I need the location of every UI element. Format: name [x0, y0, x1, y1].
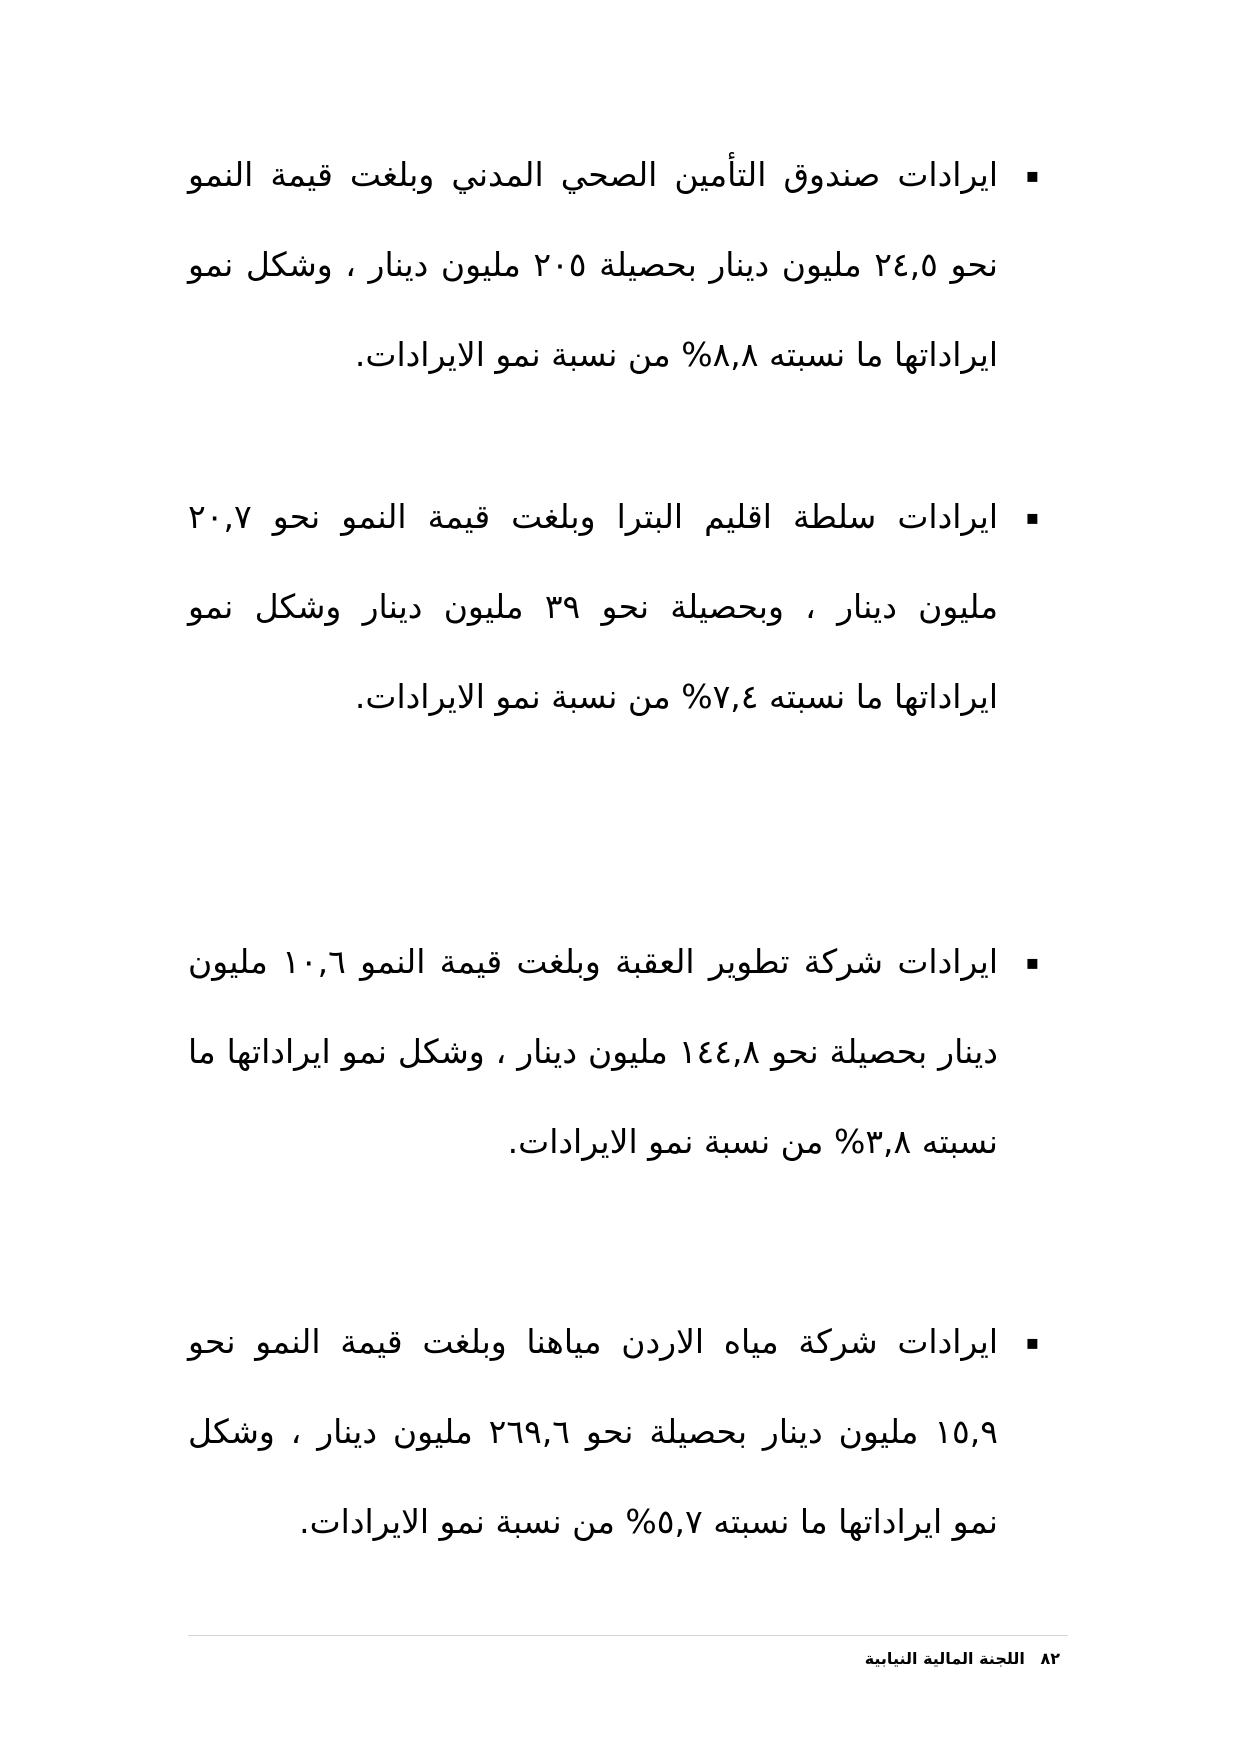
- bullet-text: ايرادات شركة مياه الاردن مياهنا وبلغت قيمة النمو نحو ١٥,٩ مليون دينار بحصيلة نحو ٢٦٩,٦ مليون دينار ، وشكل نمو ايراداتها ما نسبته ٥,٧% من نسبة نمو الايرادات.: [188, 1322, 998, 1541]
- bullet-text: ايرادات شركة تطوير العقبة وبلغت قيمة النمو ١٠,٦ مليون دينار بحصيلة نحو ١٤٤,٨ مليون دينار ، وشكل نمو ايراداتها ما نسبته ٣,٨% من نسبة نمو الايرادات.: [188, 942, 999, 1161]
- page-footer: [700, 1647, 1060, 1671]
- bullet-square-icon: ▪: [1025, 950, 1039, 974]
- bullet-square-icon: ▪: [1025, 163, 1039, 187]
- committee-name: اللجنة المالية النيابية: [864, 1649, 1025, 1668]
- bullet-item-aqaba-development: [188, 917, 1039, 1187]
- page-number: ٨٢: [1040, 1649, 1060, 1668]
- bullet-text: ايرادات صندوق التأمين الصحي المدني وبلغت قيمة النمو نحو ٢٤,٥ مليون دينار بحصيلة ٢٠٥ مليون دينار ، وشكل نمو ايراداتها ما نسبته ٨,٨% من نسبة نمو الايرادات.: [188, 155, 998, 374]
- bullet-item-jordan-water-company: [188, 1297, 1039, 1567]
- bullet-text: ايرادات سلطة اقليم البترا وبلغت قيمة النمو نحو ٢٠,٧ مليون دينار ، وبحصيلة نحو ٣٩ مليون دينار وشكل نمو ايراداتها ما نسبته ٧,٤% من نسبة نمو الايرادات.: [188, 497, 999, 716]
- bullet-item-petra-authority: [188, 472, 1039, 742]
- bullet-square-icon: ▪: [1025, 505, 1039, 529]
- bullet-square-icon: ▪: [1025, 1330, 1039, 1354]
- footer-divider: [188, 1635, 1068, 1636]
- bullet-item-health-insurance-fund: [188, 130, 1039, 400]
